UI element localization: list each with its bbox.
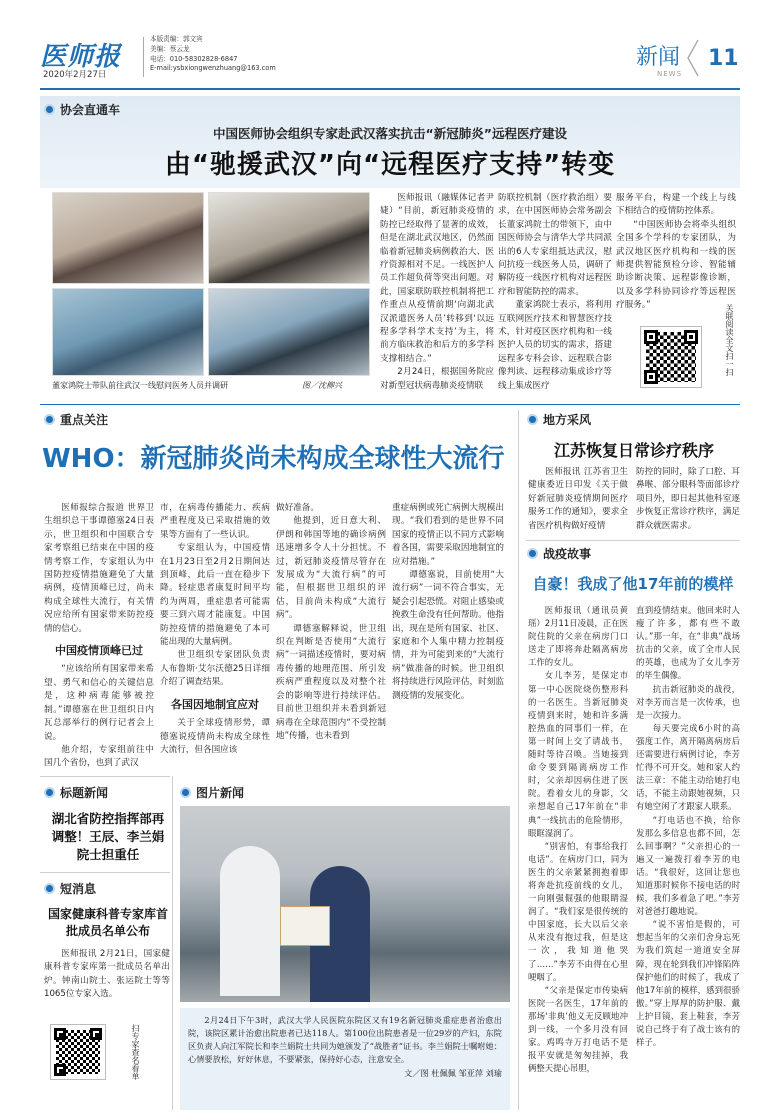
section-name: 新闻 [636,45,681,70]
section-label [527,545,591,562]
local-col1 [528,466,628,533]
who-col4 [392,502,504,703]
email-line: E-mail:ysbxiongwenzhuang@163.com [150,64,276,73]
section-dot-icon [527,414,538,425]
short-headline[interactable]: 国家健康科普专家库首批成员名单公布 [47,907,168,938]
top-story-col3 [616,192,736,313]
designer-line: 美编：蔡云龙 [150,44,190,53]
story-col2 [636,604,740,1049]
qr-label: 扫专家查名看单 [131,1024,140,1080]
photo-news-caption: 2月24日下午3时，武汉大学人民医院东院区又有19名新冠肺炎重症患者治愈出院，该院区累计治愈出院患者已达118人。第100位出院患者是一位29岁的产妇，东院区负责人向江军院长和李兰娟院士共同为她颁发了“战胜者”证书。李兰娟院士嘱咐她：心情要放松，好好休息，不要紧张，保持好心态，注意安全。 [188,1015,502,1064]
subheading: 各国因地制宜应对 [171,697,259,711]
section-label [527,411,591,428]
section-name-en: NEWS [657,70,683,78]
qr-code-icon[interactable] [50,1024,106,1080]
photo-news-caption-box [180,1008,510,1110]
section-label-text: 标题新闻 [60,786,109,800]
top-story-col2 [498,192,612,393]
section-label-text: 战疫故事 [543,547,592,561]
paragraph: 重症病例或死亡病例大规模出现。“我们看到的是世界不同国家的疫情正以不同方式影响着各国，需要采取因地制宜的应对措施。” [392,503,504,567]
section-label-text: 协会直通车 [60,103,121,117]
section-dot-icon [44,104,55,115]
paragraph: 他介绍，专家组前往中国几个省份，也到了武汉 [44,744,154,769]
paragraph: 医师报讯（通讯员黄瑶）2月11日凌晨，正在医院住院的父亲在病房门口送走了即将奔赴隔离病房工作的女儿。 [528,605,628,668]
top-headline: 由“驰援武汉”向“远程医疗支持”转变 [164,150,616,180]
section-label [44,784,108,801]
photo-group [208,192,370,284]
photo-news-image [180,806,510,1002]
section-label [44,880,96,897]
top-kicker: 中国医师协会组织专家赴武汉落实抗击“新冠肺炎”远程医疗建设 [213,126,567,141]
paragraph: 每天要完成6小时的高强度工作，离开隔离病房后还需要进行病例讨论，李芳忙得不可开交。她和家人约法三章：不能主动给她打电话，不能主动跟她视频，只有她空闲了才跟家人联系。 [636,722,740,812]
top-story-col1 [380,192,494,393]
paragraph: “说不害怕是假的，可想起当年的父亲们舍身忘死为我们筑起一道道安全屏障，现在轮到我们冲锋陷阵保护他们的时候了，我成了他17年前的模样，感到很骄傲。”穿上厚厚的防护服、戴上护目镜、套上鞋套，李芳说自己终于有了战士该有的样子。 [636,919,740,1048]
paragraph: 做好准备。 [276,503,319,513]
newspaper-logo: 医师报 [40,42,122,72]
paragraph: 直到疫情结束。他回来时人瘦了许多，都有些不敢认。”那一年，在“非典”战场抗击的父亲，成了全市人民的英雄，也成为了女儿李芳的毕生偶像。 [636,605,740,681]
who-headline: WHO：新冠肺炎尚未构成全球性大流行 [42,444,505,474]
paragraph: 防联控机制（医疗救治组）要求，在中国医师协会常务副会长董家鸿院士的带领下，由中国医师协会与清华大学共同派出的6人专家组抵达武汉，慰问抗疫一线医务人员，调研了解防疫一线医疗机构对远程医疗和智能防控的需求。 [498,193,612,297]
photo-news-credit: 文／图 杜佩佩 邹亚萍 刘瑜 [404,1068,502,1078]
section-dot-icon [180,787,191,798]
paragraph: “父亲是保定市传染病医院一名医生，17年前的那场‘非典’他义无反顾地冲到一线，一个多月没有回家。鸡鸣寺万打电话不是报平安就是匆匆挂掉，我俩整天提心吊胆， [528,984,628,1074]
paragraph: “应该给所有国家带来希望、勇气和信心的关键信息是，这种病毒能够被控制。”谭德塞在世卫组织日内瓦总部举行的例行记者会上说。 [44,664,154,742]
paragraph: 医师报讯 2月21日，国家健康科普专家库第一批成员名单出炉。钟南山院士、张运院士等等1065位专家入选。 [44,949,170,1000]
editor-line: 本版责编：郭文宾 [150,35,203,43]
paragraph: 谭德塞说，目前使用“大流行病”一词不符合事实，无疑会引起恐慌。对阻止感染或挽救生命没有任何帮助。他指出，现在是所有国家、社区、家庭和个人集中精力控制疫情，并为可能到来的“大流行病”做准备的时候。世卫组织将持续进行风险评估，时刻监测疫情的发展变化。 [392,570,504,701]
photo-meeting [52,288,204,376]
section-label-text: 重点关注 [60,413,109,427]
masthead [0,0,780,92]
story-headline: 自豪！我成了他17年前的模样 [532,575,734,593]
section-dot-icon [527,548,538,559]
top-story [40,96,740,396]
section-label [44,101,120,118]
chevron-divider-icon [686,38,700,78]
photo-caption: 董家鸿院士带队前往武汉一线慰问医务人员并调研 [52,381,228,390]
paragraph: 市，在病毒传播能力、疾病严重程度及已采取措施的效果等方面有了一些认识。 [160,503,270,540]
paragraph: 医师报讯 江苏省卫生健康委近日印发《关于做好新冠肺炎疫情期间医疗服务工作的通知》，要求全省医疗机构做好疫情 [528,467,628,531]
story-col1 [528,604,628,1075]
section-dot-icon [44,414,55,425]
section-label [44,411,108,428]
paragraph: 他提到，近日意大利、伊朗和韩国等地的确诊病例迅速增多令人十分担忧。不过，新冠肺炎疫情尽管存在发展成为“大流行病”的可能，但根据世卫组织的评估，目前尚未构成“大流行病”。 [276,516,386,621]
who-col1 [44,502,154,771]
photo-ward-staff [208,288,370,376]
paragraph: 谭德塞解释说，世卫组织在判断是否使用“大流行病”一词描述疫情时，要对病毒传播的地理范围、所引发疾病严重程度以及对整个社会的影响等进行持续评估。目前世卫组织并未看到新冠病毒在全球范围内“不受控制地”传播，也未看到 [276,623,386,741]
photo-team-visit [52,192,204,284]
paragraph: 防控的同时，除了口腔、耳鼻喉、部分眼科等面部诊疗项目外，即日起其他科室逐步恢复正常诊疗秩序，满足群众就医需求。 [636,467,740,531]
photo-credit: 图／沈柳兴 [302,381,342,390]
short-body [44,948,170,1002]
masthead-credits [150,35,276,74]
subheading: 中国疫情顶峰已过 [55,644,143,658]
paragraph: 关于全球疫情形势，谭德塞说疫情尚未构成全球性大流行，但各国应该 [160,718,270,755]
section-label-text: 地方采风 [543,413,592,427]
local-headline: 江苏恢复日常诊疗秩序 [553,441,714,460]
who-col3 [276,502,386,743]
phone-line: 电话：010-58302828-6847 [150,54,238,63]
paragraph: 世卫组织专家团队负责人布鲁斯·艾尔沃德25日详细介绍了调查结果。 [160,650,270,688]
paragraph: “中国医师协会将牵头组织全国多个学科的专家团队，为武汉地区医疗机构和一线的医师提供智能预检分诊、智能辅助诊断决策、远程影像诊断，以及多学科协同诊疗等远程医疗服务。” [616,219,736,311]
issue-date: 2020年2月27日 [43,70,107,80]
section-label-text: 短消息 [60,882,97,896]
paragraph: 2月24日，根据国务院应对新型冠状病毒肺炎疫情联 [380,367,494,391]
brief-headline[interactable]: 湖北省防控指挥部再调整！王辰、李兰娟院士担重任 [51,811,165,862]
qr-label: 关联阅读全文扫一扫 [725,304,734,376]
paragraph: 医师报讯（融媒体记者尹婕）“目前，新冠肺炎疫情的防控已经取得了显著的成效，但是在湖北武汉地区，仍然面临着新冠肺炎病例救治大、医疗资源相对不足。一线医护人员工作超负荷等突出问题。对此，国家联防联控机制将把工作重点从疫情前期‘向湖北武汉派遣医务人员’转移到‘以远程多学科学术支持’为主，将前方临床救治和后方的多学科支撑相结合。” [380,193,494,364]
page-number: 11 [708,46,739,71]
paragraph: 抗击新冠肺炎的战役，对李芳而言是一次传承，也是一次接力。 [636,683,740,720]
section-dot-icon [44,787,55,798]
section-label-text: 图片新闻 [196,786,245,800]
section-dot-icon [44,883,55,894]
paragraph: “别害怕，有事给我打电话”。在病房门口，同为医生的父亲紧紧拥抱着即将奔赴抗疫前线的女儿，一向刚强倔强的他眼睛湿润了。“我们家是很传统的中国家庭，长大以后父亲从来没有抱过我，但是这一次，我知道他哭了……”李芳不由得在心里哽咽了。 [528,840,628,982]
paragraph: 服务平台，构建一个线上与线下相结合的疫情防控体系。 [616,193,736,217]
qr-code-icon[interactable] [640,326,702,388]
paragraph: 专家组认为，中国疫情在1月23日至2月2日期间达到顶峰，此后一直在稳步下降。轻症患者康复时间平均约为两周，重症患者可能需要三到六周才能康复。中国防控疫情的措施避免了本可能出现的大量病例。 [160,543,270,648]
section-label [180,784,244,801]
paragraph: 医师报综合报道 世界卫生组织总干事谭德塞24日表示，世卫组织和中国联合专家考察组已结束在中国的疫情考察工作，专家组认为中国防控疫情措施避免了大量病例，疫情顶峰已过，尚未构成全球性大流行，有关情况应给所有国家带来防控疫情的信心。 [44,503,154,634]
local-col2 [636,466,740,533]
who-col2 [160,502,270,757]
paragraph: 女儿李芳，是保定市第一中心医院烧伤整形科的一名医生。当新冠肺炎疫情到来时，她和许多满腔热血的同事们一样，在第一时间上交了请战书，随时等待召唤。当她接到命令要到隔离病房工作时，父亲却因病住进了医院。看着女儿的身影，父亲想起自己17年前在“非典”一线抗击的危险情形，眼眶湿润了。 [528,670,628,838]
paragraph: “打电话也不换，给你发那么多信息也都不回，怎么回事啊？”父亲担心的一遍又一遍拨打着李芳的电话。“我很好，这回让您也知道那时候你不接电话的时候，我们多着急了吧。”李芳对爸爸打趣地说。 [636,814,740,917]
paragraph: 董家鸿院士表示，将利用互联网医疗技术和智慧医疗技术，针对疫区医疗机构和一线医护人员的切实的需求，搭建远程多专科会诊、远程联合影像判读、远程移动集成诊疗等线上集成医疗 [498,300,612,391]
